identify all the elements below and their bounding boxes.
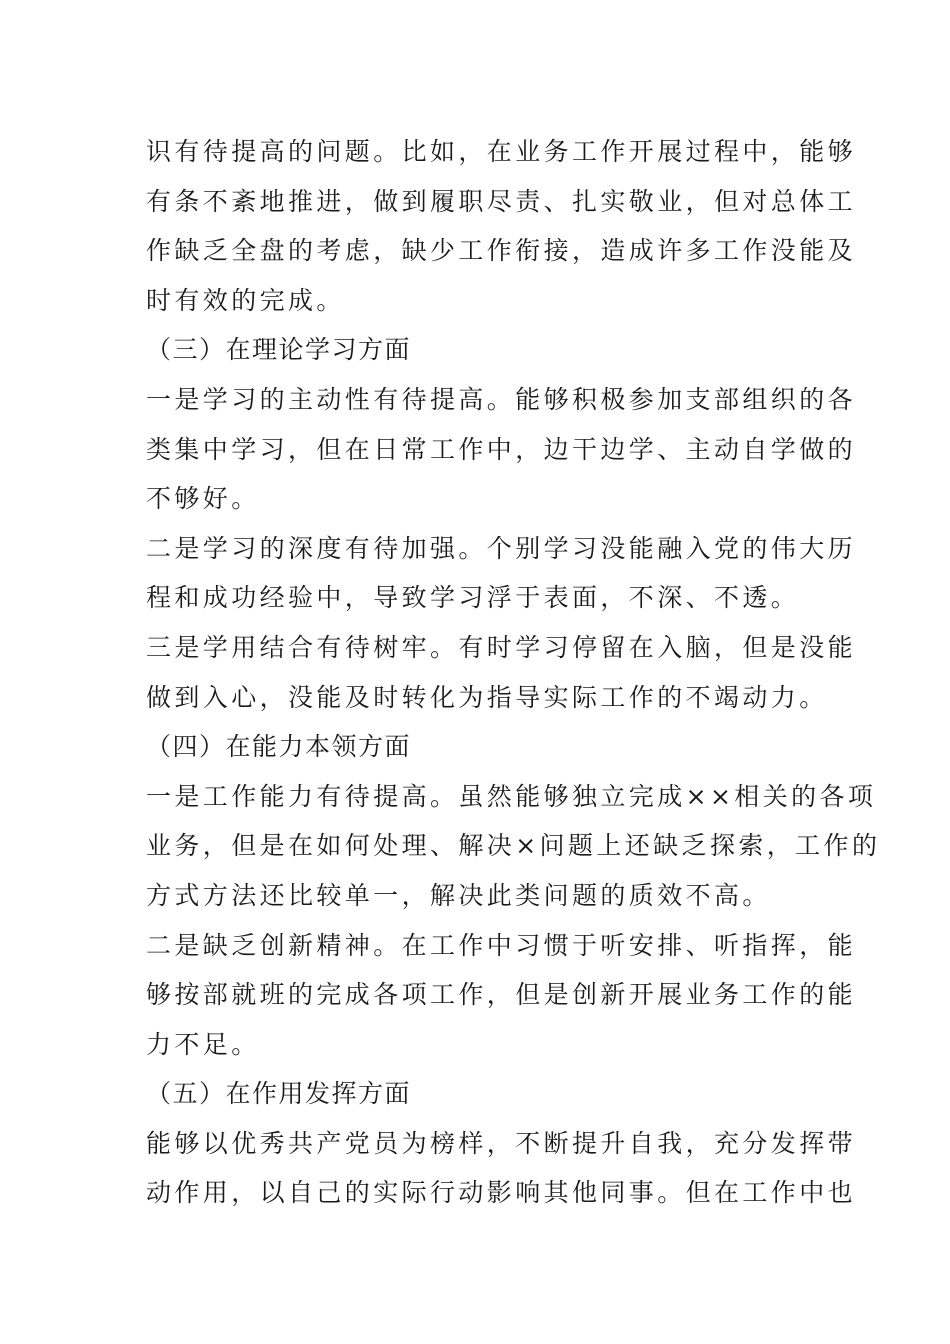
body-text-line: 力不足。 bbox=[146, 1029, 260, 1059]
section-heading-3: （三）在理论学习方面 bbox=[146, 335, 412, 365]
body-text-line: 二是学习的深度有待加强。个别学习没能融入党的伟大历 bbox=[146, 533, 857, 563]
body-text-line: 够按部就班的完成各项工作，但是创新开展业务工作的能 bbox=[146, 980, 857, 1010]
body-text-line: 一是工作能力有待提高。虽然能够独立完成××相关的各项 bbox=[146, 781, 877, 811]
body-text-line: 识有待提高的问题。比如，在业务工作开展过程中，能够 bbox=[146, 137, 857, 166]
body-text-line: 业务，但是在如何处理、解决×问题上还缺乏探索，工作的 bbox=[146, 831, 881, 861]
body-text-line: 做到入心，没能及时转化为指导实际工作的不竭动力。 bbox=[146, 682, 828, 712]
body-text-line: 作缺乏全盘的考虑，缺少工作衔接，造成许多工作没能及 bbox=[146, 236, 857, 266]
section-heading-5: （五）在作用发挥方面 bbox=[146, 1079, 412, 1109]
body-text-line: 程和成功经验中，导致学习浮于表面，不深、不透。 bbox=[146, 583, 800, 613]
document-page bbox=[146, 127, 881, 1218]
body-text-line: 方式方法还比较单一，解决此类问题的质效不高。 bbox=[146, 880, 771, 910]
body-text-line: 不够好。 bbox=[146, 484, 260, 514]
body-text-line: 有条不紊地推进，做到履职尽责、扎实敬业，但对总体工 bbox=[146, 186, 857, 216]
body-text-line: 三是学用结合有待树牢。有时学习停留在入脑，但是没能 bbox=[146, 632, 857, 662]
body-text-line: 能够以优秀共产党员为榜样，不断提升自我，充分发挥带 bbox=[146, 1128, 857, 1158]
body-text-line: 时有效的完成。 bbox=[146, 285, 345, 315]
section-heading-4: （四）在能力本领方面 bbox=[146, 732, 412, 762]
body-text-line: 一是学习的主动性有待提高。能够积极参加支部组织的各 bbox=[146, 384, 857, 414]
body-text-line: 类集中学习，但在日常工作中，边干边学、主动自学做的 bbox=[146, 434, 857, 464]
body-text-line: 二是缺乏创新精神。在工作中习惯于听安排、听指挥，能 bbox=[146, 930, 857, 960]
body-text-line: 动作用，以自己的实际行动影响其他同事。但在工作中也 bbox=[146, 1178, 857, 1208]
